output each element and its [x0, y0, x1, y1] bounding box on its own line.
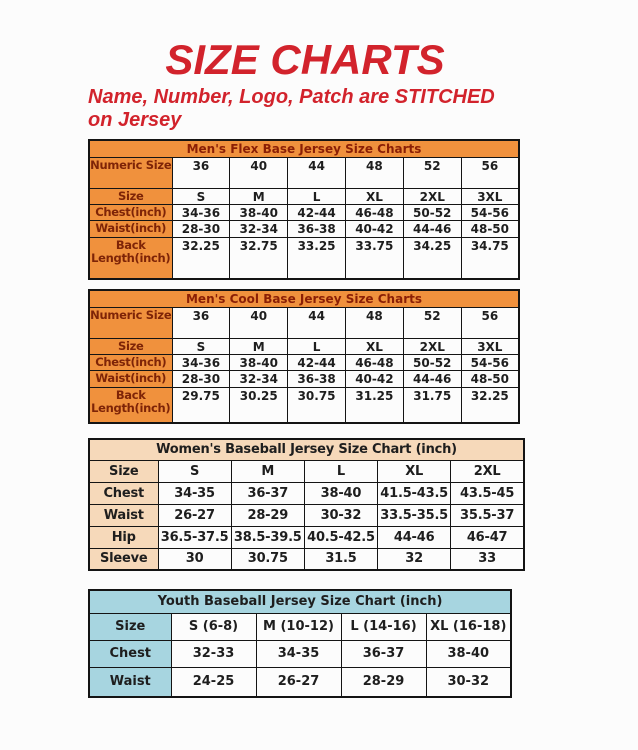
- value-cell: 48-50: [461, 371, 519, 387]
- table-row: [89, 460, 524, 482]
- value-cell: 30.25: [230, 387, 288, 423]
- value-cell: 40-42: [345, 221, 403, 237]
- value-cell: 54-56: [461, 204, 519, 220]
- value-cell: 32.25: [461, 387, 519, 423]
- value-cell: 40-42: [345, 371, 403, 387]
- table-row: [89, 482, 524, 504]
- value-cell: 36-37: [231, 482, 304, 504]
- row-label: Waist(inch): [89, 221, 172, 237]
- value-cell: 2XL: [403, 188, 461, 204]
- value-cell: M: [231, 460, 304, 482]
- row-label: Size: [89, 460, 158, 482]
- value-cell: 48: [345, 157, 403, 188]
- youth-baseball-size-table: [88, 589, 512, 698]
- value-cell: 29.75: [172, 387, 230, 423]
- value-cell: 34-36: [172, 354, 230, 370]
- value-cell: 28-29: [231, 504, 304, 526]
- value-cell: 26-27: [256, 667, 341, 697]
- value-cell: 30.75: [231, 548, 304, 570]
- table-row: [89, 387, 519, 423]
- value-cell: 33.5-35.5: [378, 504, 451, 526]
- value-cell: L: [288, 188, 346, 204]
- table-row: [89, 548, 524, 570]
- table-title-row: [89, 140, 519, 157]
- value-cell: 31.75: [403, 387, 461, 423]
- subtitle-line-1: Name, Number, Logo, Patch are STITCHED: [88, 86, 495, 108]
- row-label: Size: [89, 188, 172, 204]
- value-cell: 31.25: [345, 387, 403, 423]
- row-label: Waist(inch): [89, 371, 172, 387]
- table-row: [89, 504, 524, 526]
- value-cell: XL: [345, 188, 403, 204]
- value-cell: 44-46: [403, 221, 461, 237]
- value-cell: 50-52: [403, 204, 461, 220]
- value-cell: 54-56: [461, 354, 519, 370]
- value-cell: 30-32: [304, 504, 377, 526]
- value-cell: 2XL: [403, 338, 461, 354]
- value-cell: 46-48: [345, 204, 403, 220]
- row-label: Hip: [89, 526, 158, 548]
- table-title: Men's Flex Base Jersey Size Charts: [89, 140, 519, 157]
- value-cell: 52: [403, 157, 461, 188]
- value-cell: 32-33: [171, 640, 256, 667]
- value-cell: 40.5-42.5: [304, 526, 377, 548]
- table-row: [89, 640, 511, 667]
- value-cell: 30: [158, 548, 231, 570]
- value-cell: 34-35: [256, 640, 341, 667]
- table-row: [89, 221, 519, 237]
- table-title: Men's Cool Base Jersey Size Charts: [89, 290, 519, 307]
- value-cell: 32.25: [172, 237, 230, 279]
- value-cell: S: [172, 338, 230, 354]
- page-subtitle: [88, 86, 558, 132]
- value-cell: 41.5-43.5: [378, 482, 451, 504]
- value-cell: 33: [451, 548, 524, 570]
- value-cell: S: [158, 460, 231, 482]
- value-cell: 30-32: [426, 667, 511, 697]
- table-row: [89, 613, 511, 640]
- value-cell: 2XL: [451, 460, 524, 482]
- row-label: Chest: [89, 482, 158, 504]
- row-label: Size: [89, 613, 171, 640]
- value-cell: XL (16-18): [426, 613, 511, 640]
- page-title: SIZE CHARTS: [165, 36, 445, 83]
- value-cell: 28-29: [341, 667, 426, 697]
- value-cell: 32: [378, 548, 451, 570]
- value-cell: 40: [230, 157, 288, 188]
- value-cell: L: [304, 460, 377, 482]
- row-label: Back Length(inch): [89, 237, 172, 279]
- table-title: Youth Baseball Jersey Size Chart (inch): [89, 590, 511, 613]
- value-cell: 48: [345, 307, 403, 338]
- value-cell: 38-40: [230, 204, 288, 220]
- value-cell: 26-27: [158, 504, 231, 526]
- row-label: Chest(inch): [89, 204, 172, 220]
- womens-baseball-size-table: [88, 438, 525, 571]
- table-title-row: [89, 439, 524, 460]
- value-cell: 56: [461, 307, 519, 338]
- value-cell: 33.25: [288, 237, 346, 279]
- table-row: [89, 188, 519, 204]
- value-cell: 38.5-39.5: [231, 526, 304, 548]
- value-cell: XL: [345, 338, 403, 354]
- row-label: Numeric Size: [89, 157, 172, 188]
- value-cell: 38-40: [230, 354, 288, 370]
- table-row: [89, 667, 511, 697]
- value-cell: 36-37: [341, 640, 426, 667]
- table-row: [89, 204, 519, 220]
- value-cell: 36-38: [288, 221, 346, 237]
- value-cell: 28-30: [172, 371, 230, 387]
- value-cell: 36: [172, 307, 230, 338]
- row-label: Numeric Size: [89, 307, 172, 338]
- value-cell: 42-44: [288, 204, 346, 220]
- row-label: Back Length(inch): [89, 387, 172, 423]
- value-cell: 32-34: [230, 371, 288, 387]
- table-title: Women's Baseball Jersey Size Chart (inch): [89, 439, 524, 460]
- mens-cool-base-size-table: [88, 289, 520, 424]
- value-cell: 52: [403, 307, 461, 338]
- table-title-row: [89, 290, 519, 307]
- value-cell: 44: [288, 307, 346, 338]
- value-cell: L: [288, 338, 346, 354]
- row-label: Chest(inch): [89, 354, 172, 370]
- row-label: Waist: [89, 504, 158, 526]
- value-cell: M: [230, 188, 288, 204]
- table-row: [89, 237, 519, 279]
- value-cell: XL: [378, 460, 451, 482]
- value-cell: 3XL: [461, 188, 519, 204]
- value-cell: 44-46: [378, 526, 451, 548]
- value-cell: S (6-8): [171, 613, 256, 640]
- value-cell: 35.5-37: [451, 504, 524, 526]
- value-cell: M (10-12): [256, 613, 341, 640]
- value-cell: 24-25: [171, 667, 256, 697]
- value-cell: 34-35: [158, 482, 231, 504]
- value-cell: 34.25: [403, 237, 461, 279]
- value-cell: 43.5-45: [451, 482, 524, 504]
- value-cell: 40: [230, 307, 288, 338]
- value-cell: 56: [461, 157, 519, 188]
- table-row: [89, 354, 519, 370]
- value-cell: 31.5: [304, 548, 377, 570]
- table-row: [89, 307, 519, 338]
- value-cell: 36.5-37.5: [158, 526, 231, 548]
- value-cell: L (14-16): [341, 613, 426, 640]
- mens-flex-base-size-table: [88, 139, 520, 280]
- value-cell: S: [172, 188, 230, 204]
- value-cell: 36-38: [288, 371, 346, 387]
- row-label: Sleeve: [89, 548, 158, 570]
- value-cell: 44: [288, 157, 346, 188]
- value-cell: 50-52: [403, 354, 461, 370]
- value-cell: 38-40: [304, 482, 377, 504]
- value-cell: 34.75: [461, 237, 519, 279]
- value-cell: 42-44: [288, 354, 346, 370]
- table-row: [89, 371, 519, 387]
- table-row: [89, 157, 519, 188]
- row-label: Chest: [89, 640, 171, 667]
- value-cell: M: [230, 338, 288, 354]
- value-cell: 3XL: [461, 338, 519, 354]
- value-cell: 32.75: [230, 237, 288, 279]
- subtitle-line-2: on Jersey: [88, 109, 182, 132]
- value-cell: 34-36: [172, 204, 230, 220]
- value-cell: 44-46: [403, 371, 461, 387]
- value-cell: 32-34: [230, 221, 288, 237]
- value-cell: 28-30: [172, 221, 230, 237]
- table-title-row: [89, 590, 511, 613]
- value-cell: 48-50: [461, 221, 519, 237]
- value-cell: 38-40: [426, 640, 511, 667]
- row-label: Size: [89, 338, 172, 354]
- value-cell: 46-47: [451, 526, 524, 548]
- row-label: Waist: [89, 667, 171, 697]
- value-cell: 30.75: [288, 387, 346, 423]
- table-row: [89, 338, 519, 354]
- value-cell: 33.75: [345, 237, 403, 279]
- value-cell: 46-48: [345, 354, 403, 370]
- value-cell: 36: [172, 157, 230, 188]
- table-row: [89, 526, 524, 548]
